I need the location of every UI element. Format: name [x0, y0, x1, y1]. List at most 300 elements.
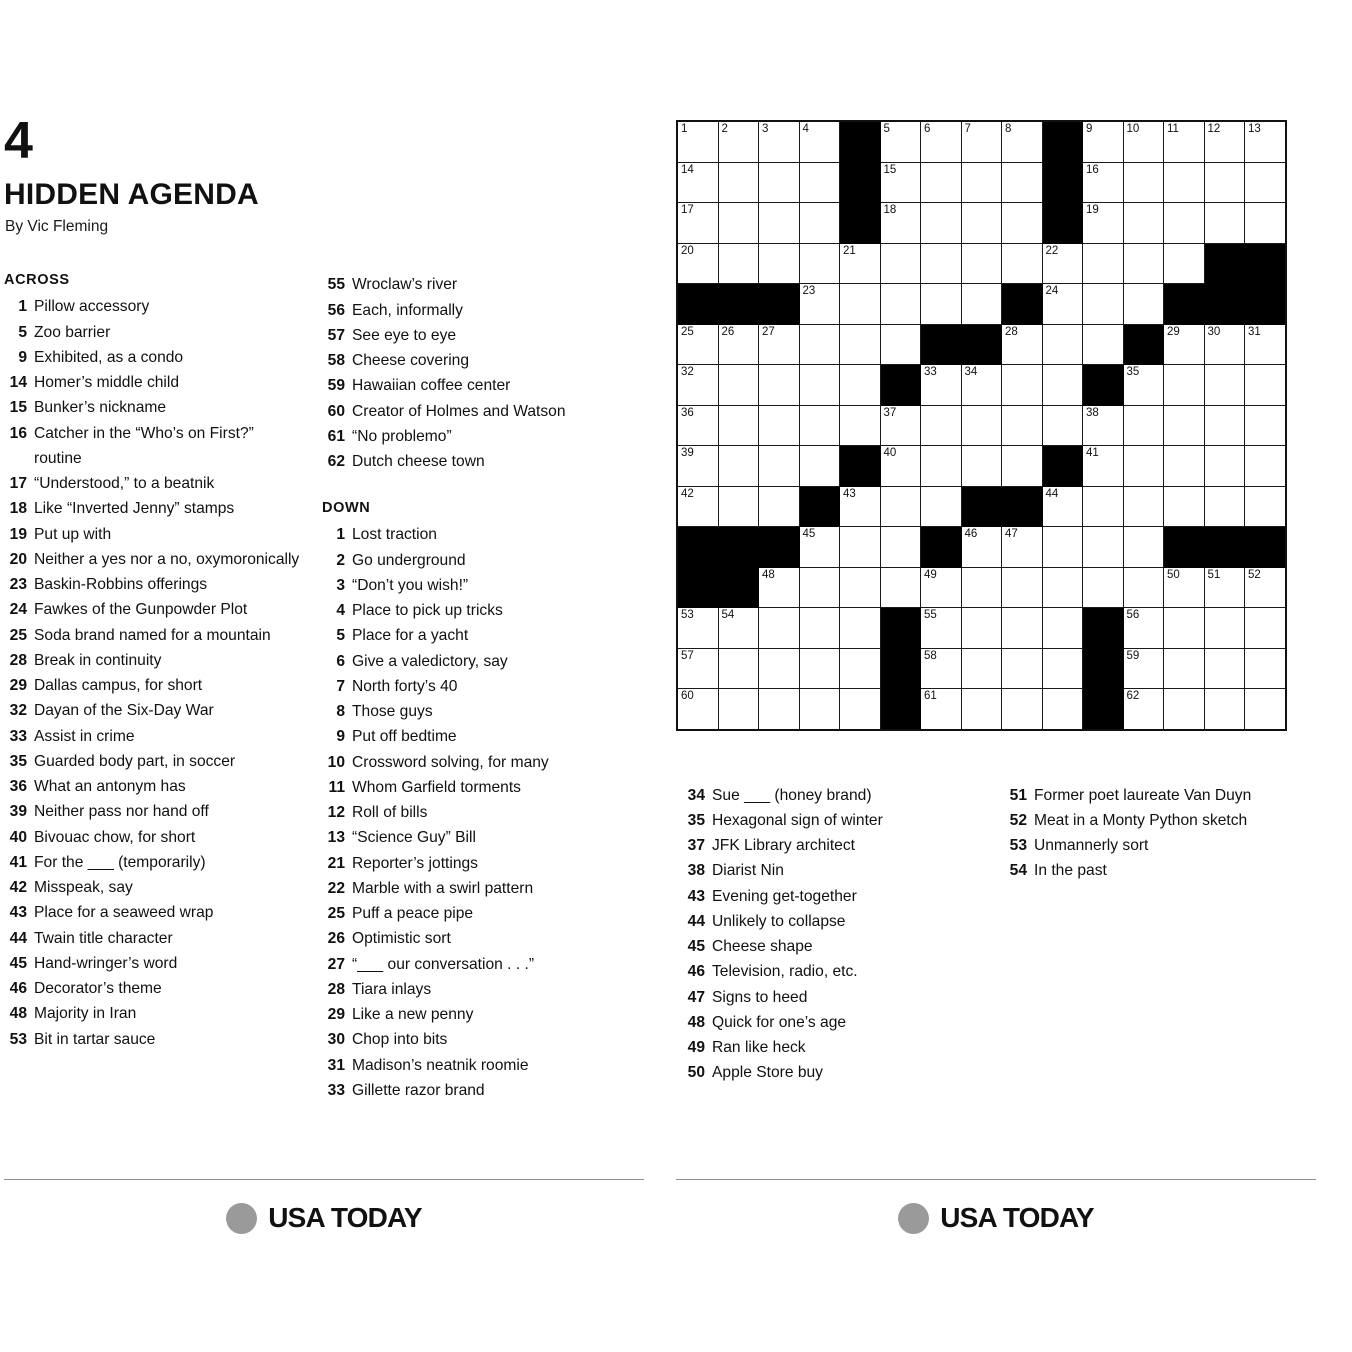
clue-text: See eye to eye: [352, 326, 457, 344]
clue-item[interactable]: [4, 320, 304, 345]
grid-cell[interactable]: [840, 486, 881, 527]
clue-item[interactable]: [322, 674, 622, 699]
grid-cell[interactable]: [961, 121, 1002, 162]
grid-cell[interactable]: [759, 162, 800, 203]
grid-cell[interactable]: [840, 365, 881, 406]
grid-cell[interactable]: [961, 284, 1002, 325]
grid-cell-number: 6: [924, 123, 931, 135]
grid-cell[interactable]: [921, 243, 962, 284]
grid-cell[interactable]: [759, 648, 800, 689]
clue-number: 14: [9, 374, 27, 392]
grid-cell[interactable]: [718, 446, 759, 487]
grid-cell[interactable]: [1204, 567, 1245, 608]
grid-cell[interactable]: [1083, 203, 1124, 244]
clue-item[interactable]: [322, 825, 622, 850]
grid-cell[interactable]: [759, 567, 800, 608]
grid-cell-number: 36: [681, 406, 694, 419]
clue-item[interactable]: [322, 449, 622, 474]
grid-cell[interactable]: [1042, 284, 1083, 325]
grid-cell[interactable]: [1204, 121, 1245, 162]
clue-item[interactable]: [4, 623, 304, 648]
clue-item[interactable]: [4, 976, 304, 1001]
clue-item[interactable]: [4, 522, 304, 547]
grid-cell[interactable]: [1164, 446, 1205, 487]
clue-item[interactable]: [1004, 833, 1304, 858]
grid-cell[interactable]: [1002, 527, 1043, 568]
grid-cell[interactable]: [921, 405, 962, 446]
grid-cell[interactable]: [759, 689, 800, 730]
grid-cell[interactable]: [1204, 405, 1245, 446]
grid-cell[interactable]: [961, 567, 1002, 608]
clue-item[interactable]: [322, 851, 622, 876]
grid-cell[interactable]: [799, 446, 840, 487]
grid-cell[interactable]: [880, 567, 921, 608]
grid-cell[interactable]: [1002, 203, 1043, 244]
clue-text: Assist in crime: [34, 727, 135, 745]
grid-cell[interactable]: [1164, 648, 1205, 689]
clue-number: 41: [9, 853, 27, 871]
grid-cell[interactable]: [961, 527, 1002, 568]
grid-cell[interactable]: [1002, 365, 1043, 406]
grid-cell[interactable]: [961, 365, 1002, 406]
clue-item[interactable]: [322, 1078, 622, 1103]
clue-number: 45: [9, 954, 27, 972]
grid-block-cell: [1164, 527, 1205, 568]
grid-cell[interactable]: [718, 324, 759, 365]
grid-cell[interactable]: [1042, 324, 1083, 365]
grid-cell[interactable]: [1164, 689, 1205, 730]
grid-cell[interactable]: [1083, 405, 1124, 446]
clue-item[interactable]: [322, 399, 622, 424]
grid-cell[interactable]: [1164, 567, 1205, 608]
grid-cell[interactable]: [759, 324, 800, 365]
grid-cell[interactable]: [1123, 689, 1164, 730]
clue-item[interactable]: [322, 623, 622, 648]
clue-item[interactable]: [322, 699, 622, 724]
clue-item[interactable]: [322, 323, 622, 348]
clue-item[interactable]: [4, 749, 304, 774]
grid-cell[interactable]: [718, 648, 759, 689]
grid-cell[interactable]: [799, 405, 840, 446]
grid-cell[interactable]: [921, 608, 962, 649]
grid-cell[interactable]: [1123, 486, 1164, 527]
grid-cell-number: 21: [843, 244, 856, 257]
clue-item[interactable]: [4, 724, 304, 749]
clue-item[interactable]: [4, 825, 304, 850]
grid-cell[interactable]: [718, 486, 759, 527]
clue-text: Hexagonal sign of winter: [712, 811, 883, 829]
grid-cell[interactable]: [1164, 365, 1205, 406]
clue-item[interactable]: [1004, 783, 1304, 808]
grid-cell[interactable]: [1042, 648, 1083, 689]
grid-row: [677, 608, 1286, 649]
clue-item[interactable]: [4, 496, 304, 521]
clue-item[interactable]: [322, 1027, 622, 1052]
grid-cell[interactable]: [1164, 486, 1205, 527]
grid-cell[interactable]: [1204, 203, 1245, 244]
grid-cell[interactable]: [799, 689, 840, 730]
grid-cell[interactable]: [1042, 527, 1083, 568]
grid-cell[interactable]: [1164, 162, 1205, 203]
grid-cell[interactable]: [1204, 324, 1245, 365]
grid-cell[interactable]: [1123, 608, 1164, 649]
grid-cell[interactable]: [1164, 608, 1205, 649]
grid-cell[interactable]: [1083, 486, 1124, 527]
clue-text: “No problemo”: [352, 427, 452, 445]
grid-cell[interactable]: [1204, 365, 1245, 406]
clue-item[interactable]: [322, 876, 622, 901]
clue-item[interactable]: [322, 724, 622, 749]
clue-item[interactable]: [682, 858, 982, 883]
grid-cell[interactable]: [1164, 203, 1205, 244]
clue-number: 48: [687, 1013, 705, 1031]
grid-cell[interactable]: [1245, 203, 1286, 244]
grid-cell[interactable]: [921, 446, 962, 487]
grid-cell[interactable]: [921, 284, 962, 325]
grid-cell[interactable]: [799, 121, 840, 162]
grid-cell[interactable]: [799, 365, 840, 406]
grid-cell[interactable]: [1042, 405, 1083, 446]
grid-cell[interactable]: [677, 689, 718, 730]
clue-item[interactable]: [1004, 808, 1304, 833]
grid-cell[interactable]: [1083, 162, 1124, 203]
grid-cell[interactable]: [799, 527, 840, 568]
grid-cell[interactable]: [1204, 446, 1245, 487]
grid-cell[interactable]: [921, 689, 962, 730]
grid-cell[interactable]: [1164, 243, 1205, 284]
grid-cell[interactable]: [1042, 365, 1083, 406]
grid-cell[interactable]: [840, 648, 881, 689]
grid-cell[interactable]: [1083, 324, 1124, 365]
clue-text: Television, radio, etc.: [712, 963, 858, 981]
clue-item[interactable]: [322, 598, 622, 623]
grid-cell[interactable]: [1042, 689, 1083, 730]
clue-number: 62: [327, 453, 345, 471]
clue-item[interactable]: [4, 597, 304, 622]
grid-cell[interactable]: [880, 284, 921, 325]
grid-cell[interactable]: [799, 324, 840, 365]
clue-number: 5: [18, 323, 27, 341]
grid-cell-number: 29: [1167, 325, 1180, 338]
clue-item[interactable]: [322, 548, 622, 573]
grid-cell[interactable]: [1002, 689, 1043, 730]
clue-item[interactable]: [4, 421, 304, 472]
grid-block-cell: [1123, 324, 1164, 365]
grid-cell[interactable]: [880, 527, 921, 568]
clue-item[interactable]: [322, 298, 622, 323]
clue-number: 58: [327, 352, 345, 370]
grid-cell[interactable]: [1123, 162, 1164, 203]
grid-cell[interactable]: [1002, 405, 1043, 446]
grid-cell[interactable]: [1083, 284, 1124, 325]
grid-cell[interactable]: [1164, 405, 1205, 446]
grid-cell[interactable]: [880, 243, 921, 284]
grid-cell[interactable]: [1083, 243, 1124, 284]
grid-cell[interactable]: [1042, 608, 1083, 649]
grid-cell[interactable]: [1245, 365, 1286, 406]
grid-cell[interactable]: [921, 203, 962, 244]
grid-cell[interactable]: [759, 203, 800, 244]
grid-cell[interactable]: [677, 324, 718, 365]
grid-cell[interactable]: [1123, 567, 1164, 608]
grid-cell[interactable]: [718, 203, 759, 244]
clue-item[interactable]: [4, 926, 304, 951]
clue-item[interactable]: [322, 1053, 622, 1078]
grid-cell[interactable]: [921, 648, 962, 689]
grid-cell[interactable]: [961, 608, 1002, 649]
grid-cell[interactable]: [1083, 446, 1124, 487]
grid-cell[interactable]: [718, 243, 759, 284]
grid-cell[interactable]: [1083, 121, 1124, 162]
clue-item[interactable]: [322, 775, 622, 800]
grid-cell[interactable]: [1002, 243, 1043, 284]
grid-cell[interactable]: [677, 446, 718, 487]
grid-cell[interactable]: [1245, 486, 1286, 527]
clue-item[interactable]: [322, 573, 622, 598]
grid-cell[interactable]: [1204, 162, 1245, 203]
grid-cell[interactable]: [718, 608, 759, 649]
grid-cell[interactable]: [1123, 365, 1164, 406]
grid-cell[interactable]: [1204, 486, 1245, 527]
clue-number: 2: [336, 551, 345, 569]
grid-cell[interactable]: [1042, 243, 1083, 284]
grid-cell[interactable]: [1123, 446, 1164, 487]
grid-cell[interactable]: [1123, 284, 1164, 325]
grid-cell[interactable]: [799, 284, 840, 325]
grid-cell[interactable]: [880, 405, 921, 446]
clue-item[interactable]: [4, 345, 304, 370]
clue-item[interactable]: [682, 934, 982, 959]
grid-cell[interactable]: [718, 689, 759, 730]
grid-cell[interactable]: [1042, 486, 1083, 527]
clue-item[interactable]: [4, 673, 304, 698]
clue-item[interactable]: [4, 294, 304, 319]
clue-item[interactable]: [322, 952, 622, 977]
grid-cell[interactable]: [799, 648, 840, 689]
clue-item[interactable]: [682, 808, 982, 833]
usa-today-logo: [676, 1180, 1316, 1234]
grid-cell[interactable]: [840, 405, 881, 446]
grid-cell-number: 50: [1167, 568, 1180, 581]
grid-cell[interactable]: [759, 486, 800, 527]
clue-item[interactable]: [4, 648, 304, 673]
grid-cell[interactable]: [1123, 405, 1164, 446]
clue-item[interactable]: [1004, 858, 1304, 883]
grid-cell[interactable]: [677, 486, 718, 527]
clue-item[interactable]: [322, 977, 622, 1002]
clue-text: Like “Inverted Jenny” stamps: [34, 500, 235, 518]
grid-cell[interactable]: [799, 162, 840, 203]
grid-cell[interactable]: [880, 446, 921, 487]
grid-block-cell: [1083, 365, 1124, 406]
grid-cell[interactable]: [1245, 446, 1286, 487]
grid-cell[interactable]: [961, 203, 1002, 244]
clue-item[interactable]: [4, 1027, 304, 1052]
grid-cell[interactable]: [718, 365, 759, 406]
grid-cell[interactable]: [961, 446, 1002, 487]
grid-cell[interactable]: [677, 121, 718, 162]
grid-cell[interactable]: [880, 324, 921, 365]
clue-item[interactable]: [4, 799, 304, 824]
clue-number: 60: [327, 402, 345, 420]
across-heading: ACROSS: [4, 272, 70, 289]
clue-item[interactable]: [4, 698, 304, 723]
grid-cell[interactable]: [677, 405, 718, 446]
clue-item[interactable]: [322, 348, 622, 373]
grid-cell[interactable]: [1083, 567, 1124, 608]
grid-cell[interactable]: [799, 608, 840, 649]
grid-cell[interactable]: [921, 162, 962, 203]
clue-item[interactable]: [322, 1002, 622, 1027]
grid-cell[interactable]: [880, 121, 921, 162]
grid-cell[interactable]: [1123, 121, 1164, 162]
grid-cell[interactable]: [718, 405, 759, 446]
clue-item[interactable]: [322, 373, 622, 398]
clue-item[interactable]: [322, 424, 622, 449]
clue-item[interactable]: [4, 774, 304, 799]
clue-item[interactable]: [682, 1035, 982, 1060]
clue-item[interactable]: [322, 926, 622, 951]
crossword-grid[interactable]: [676, 120, 1287, 731]
clue-item[interactable]: [4, 1001, 304, 1026]
clue-item[interactable]: [4, 395, 304, 420]
clue-item[interactable]: [4, 572, 304, 597]
grid-cell[interactable]: [1245, 608, 1286, 649]
grid-cell-number: 48: [762, 568, 775, 581]
clue-item[interactable]: [322, 800, 622, 825]
grid-cell[interactable]: [840, 324, 881, 365]
grid-cell[interactable]: [799, 567, 840, 608]
grid-cell[interactable]: [1245, 567, 1286, 608]
clue-text: Hawaiian coffee center: [352, 377, 511, 395]
clue-item[interactable]: [322, 901, 622, 926]
grid-cell[interactable]: [961, 243, 1002, 284]
grid-cell[interactable]: [718, 162, 759, 203]
grid-cell[interactable]: [1245, 648, 1286, 689]
grid-cell[interactable]: [1164, 121, 1205, 162]
grid-cell[interactable]: [961, 689, 1002, 730]
grid-cell[interactable]: [1002, 567, 1043, 608]
grid-cell[interactable]: [677, 608, 718, 649]
clue-item[interactable]: [4, 900, 304, 925]
grid-cell[interactable]: [880, 486, 921, 527]
grid-cell[interactable]: [921, 567, 962, 608]
grid-cell[interactable]: [1123, 648, 1164, 689]
grid-cell[interactable]: [677, 203, 718, 244]
grid-cell[interactable]: [1002, 608, 1043, 649]
clue-number: 28: [9, 651, 27, 669]
clue-item[interactable]: [322, 750, 622, 775]
grid-cell[interactable]: [1204, 689, 1245, 730]
clue-item[interactable]: [682, 1060, 982, 1085]
grid-cell-number: 47: [1005, 528, 1018, 540]
grid-cell[interactable]: [759, 608, 800, 649]
grid-cell[interactable]: [840, 608, 881, 649]
grid-cell-number: 34: [964, 366, 978, 378]
grid-cell[interactable]: [1245, 121, 1286, 162]
clue-item[interactable]: [4, 875, 304, 900]
clue-item[interactable]: [682, 909, 982, 934]
grid-cell[interactable]: [880, 162, 921, 203]
grid-cell[interactable]: [880, 203, 921, 244]
clue-item[interactable]: [682, 1010, 982, 1035]
grid-cell[interactable]: [677, 162, 718, 203]
grid-cell[interactable]: [840, 284, 881, 325]
clue-item[interactable]: [4, 370, 304, 395]
clue-item[interactable]: [4, 850, 304, 875]
grid-cell[interactable]: [921, 486, 962, 527]
grid-cell[interactable]: [840, 243, 881, 284]
grid-cell[interactable]: [759, 121, 800, 162]
grid-cell[interactable]: [677, 243, 718, 284]
grid-cell[interactable]: [1123, 527, 1164, 568]
clue-item[interactable]: [4, 547, 304, 572]
grid-cell[interactable]: [1123, 203, 1164, 244]
grid-cell[interactable]: [961, 405, 1002, 446]
grid-cell[interactable]: [1245, 405, 1286, 446]
grid-cell[interactable]: [1245, 324, 1286, 365]
clue-item[interactable]: [322, 522, 622, 547]
grid-cell[interactable]: [1002, 446, 1043, 487]
grid-cell[interactable]: [1245, 162, 1286, 203]
clue-text: Catcher in the “Who’s on First?” routine: [34, 424, 254, 467]
grid-cell[interactable]: [1083, 527, 1124, 568]
clue-item[interactable]: [682, 959, 982, 984]
grid-cell[interactable]: [1204, 648, 1245, 689]
grid-cell[interactable]: [1002, 648, 1043, 689]
grid-cell[interactable]: [799, 203, 840, 244]
grid-cell[interactable]: [1204, 608, 1245, 649]
clue-number: 25: [327, 905, 345, 923]
grid-cell[interactable]: [840, 567, 881, 608]
clue-number: 9: [18, 348, 27, 366]
clue-text: Madison’s neatnik roomie: [352, 1056, 529, 1074]
clue-item[interactable]: [682, 783, 982, 808]
grid-cell[interactable]: [759, 446, 800, 487]
grid-cell[interactable]: [1164, 324, 1205, 365]
grid-cell-number: 20: [681, 244, 694, 257]
grid-cell[interactable]: [1002, 324, 1043, 365]
grid-cell[interactable]: [921, 121, 962, 162]
clue-item[interactable]: [4, 471, 304, 496]
grid-cell[interactable]: [799, 243, 840, 284]
grid-cell[interactable]: [1002, 121, 1043, 162]
clue-item[interactable]: [4, 951, 304, 976]
clue-item[interactable]: [682, 985, 982, 1010]
grid-cell[interactable]: [1123, 243, 1164, 284]
grid-cell[interactable]: [677, 365, 718, 406]
clue-item[interactable]: [322, 272, 622, 297]
grid-cell[interactable]: [961, 648, 1002, 689]
grid-row: [677, 162, 1286, 203]
grid-cell[interactable]: [921, 365, 962, 406]
grid-cell[interactable]: [718, 121, 759, 162]
grid-cell[interactable]: [759, 243, 800, 284]
clue-item[interactable]: [322, 649, 622, 674]
grid-cell[interactable]: [1245, 689, 1286, 730]
grid-cell[interactable]: [961, 162, 1002, 203]
grid-cell[interactable]: [840, 527, 881, 568]
clue-item[interactable]: [682, 884, 982, 909]
grid-cell[interactable]: [1002, 162, 1043, 203]
grid-cell[interactable]: [759, 365, 800, 406]
grid-cell[interactable]: [1042, 567, 1083, 608]
clue-number: 33: [9, 727, 27, 745]
clue-item[interactable]: [682, 833, 982, 858]
grid-cell[interactable]: [677, 648, 718, 689]
grid-cell[interactable]: [840, 689, 881, 730]
grid-cell[interactable]: [759, 405, 800, 446]
